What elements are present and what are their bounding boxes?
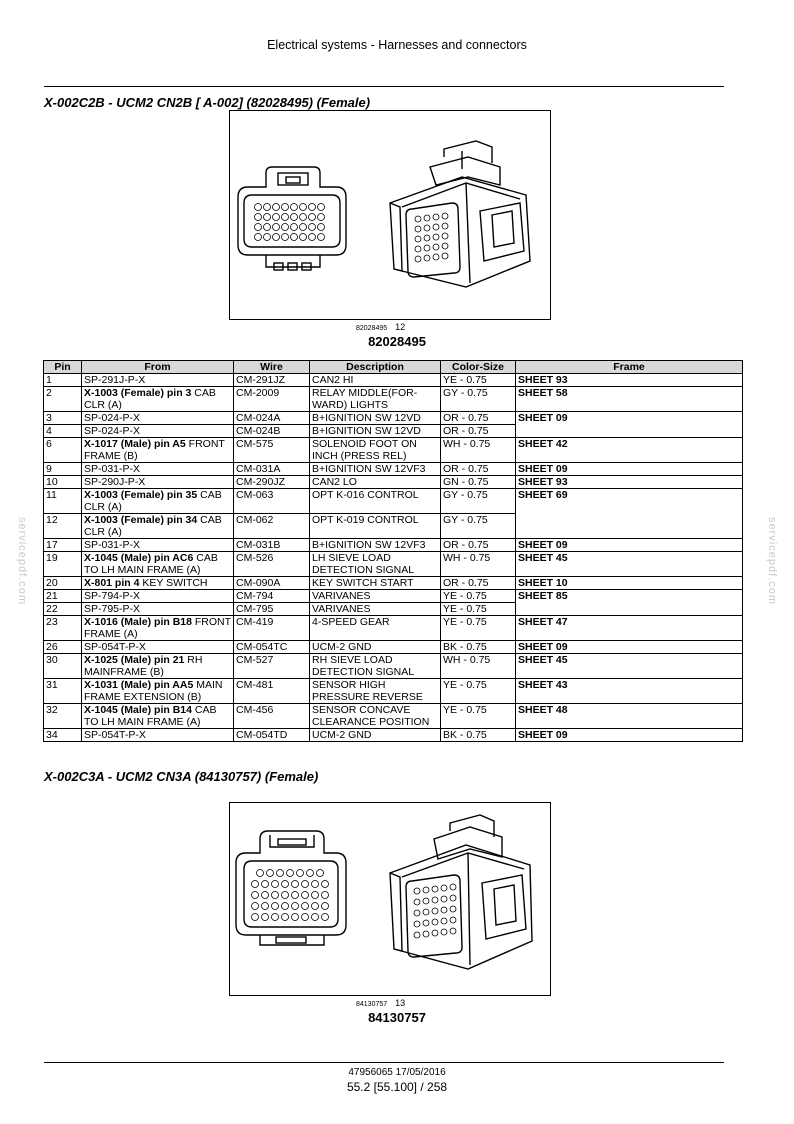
- connector-drawing-cn2b: [230, 111, 550, 319]
- section-title-cn2b: X-002C2B - UCM2 CN2B [ A-002] (82028495) (Female): [44, 95, 371, 110]
- wire-cell: CM-024A: [234, 412, 310, 425]
- from-location: SP-054T-P-X: [84, 641, 146, 653]
- from-location: SP-290J-P-X: [84, 476, 146, 488]
- pin-cell: 10: [44, 476, 82, 489]
- description-cell: B+IGNITION SW 12VF3: [310, 463, 441, 476]
- pin-cell: 19: [44, 552, 82, 577]
- pin-table-body: [44, 374, 743, 742]
- from-cell: [82, 438, 234, 463]
- from-location: SP-054T-P-X: [84, 729, 146, 741]
- from-location: KEY SWITCH: [139, 577, 208, 589]
- color-size-cell: BK - 0.75: [441, 641, 516, 654]
- figure-caption-cn3a: 84130757: [368, 1010, 426, 1025]
- description-cell: CAN2 HI: [310, 374, 441, 387]
- description-cell: B+IGNITION SW 12VD: [310, 412, 441, 425]
- from-cell: [82, 552, 234, 577]
- color-size-cell: GY - 0.75: [441, 387, 516, 412]
- page-header: Electrical systems - Harnesses and connectors: [267, 38, 527, 52]
- col-pin: Pin: [44, 361, 82, 374]
- from-cell: [82, 489, 234, 514]
- frame-cell: SHEET 69: [516, 489, 743, 539]
- col-description: Description: [310, 361, 441, 374]
- from-location: SP-031-P-X: [84, 463, 141, 475]
- description-cell: KEY SWITCH START: [310, 577, 441, 590]
- description-cell: VARIVANES: [310, 590, 441, 603]
- wire-cell: CM-795: [234, 603, 310, 616]
- wire-cell: CM-456: [234, 704, 310, 729]
- color-size-cell: OR - 0.75: [441, 539, 516, 552]
- from-location: MAIN FRAME EXTENSION (B): [84, 679, 223, 703]
- color-size-cell: OR - 0.75: [441, 425, 516, 438]
- color-size-cell: YE - 0.75: [441, 590, 516, 603]
- pin-cell: 9: [44, 463, 82, 476]
- from-cell: [82, 590, 234, 603]
- pin-cell: 1: [44, 374, 82, 387]
- from-cell: [82, 412, 234, 425]
- from-cell: [82, 603, 234, 616]
- from-connector-pin: X-1025 (Male) pin 21: [84, 654, 185, 666]
- wire-cell: CM-024B: [234, 425, 310, 438]
- table-row: [44, 552, 743, 577]
- description-cell: UCM-2 GND: [310, 729, 441, 742]
- wire-cell: CM-794: [234, 590, 310, 603]
- table-row: [44, 679, 743, 704]
- from-connector-pin: X-1017 (Male) pin A5: [84, 438, 186, 450]
- from-location: FRONT FRAME (B): [84, 438, 225, 462]
- wire-cell: CM-481: [234, 679, 310, 704]
- from-location: SP-031-P-X: [84, 539, 141, 551]
- wire-cell: CM-291JZ: [234, 374, 310, 387]
- col-wire: Wire: [234, 361, 310, 374]
- from-cell: [82, 679, 234, 704]
- table-row: [44, 729, 743, 742]
- frame-cell: SHEET 47: [516, 616, 743, 641]
- table-row: [44, 539, 743, 552]
- from-connector-pin: X-1003 (Female) pin 3: [84, 387, 192, 399]
- from-cell: [82, 641, 234, 654]
- pin-cell: 3: [44, 412, 82, 425]
- color-size-cell: YE - 0.75: [441, 603, 516, 616]
- pin-cell: 6: [44, 438, 82, 463]
- from-connector-pin: X-1003 (Female) pin 34: [84, 514, 198, 526]
- frame-cell: SHEET 10: [516, 577, 743, 590]
- from-cell: [82, 704, 234, 729]
- table-row: [44, 412, 743, 425]
- figure-ref-code: 82028495: [356, 325, 388, 332]
- description-cell: SOLENOID FOOT ON INCH (PRESS REL): [310, 438, 441, 463]
- connector-drawing-cn3a: [230, 803, 550, 995]
- from-location: CAB TO LH MAIN FRAME (A): [84, 704, 217, 728]
- wire-cell: CM-526: [234, 552, 310, 577]
- table-row: [44, 374, 743, 387]
- from-cell: [82, 476, 234, 489]
- wire-cell: CM-062: [234, 514, 310, 539]
- frame-cell: SHEET 58: [516, 387, 743, 412]
- connector-figure-cn2b: [229, 110, 551, 320]
- from-location: CAB TO LH MAIN FRAME (A): [84, 552, 218, 576]
- frame-cell: SHEET 48: [516, 704, 743, 729]
- from-connector-pin: X-1003 (Female) pin 35: [84, 489, 198, 501]
- from-connector-pin: X-1016 (Male) pin B18: [84, 616, 192, 628]
- connector-figure-cn3a: [229, 802, 551, 996]
- frame-cell: SHEET 85: [516, 590, 743, 616]
- from-location: CAB CLR (A): [84, 387, 216, 411]
- from-cell: [82, 729, 234, 742]
- from-cell: [82, 425, 234, 438]
- pin-cell: 2: [44, 387, 82, 412]
- wire-cell: CM-054TC: [234, 641, 310, 654]
- pin-table: [43, 360, 743, 742]
- from-cell: [82, 463, 234, 476]
- color-size-cell: WH - 0.75: [441, 654, 516, 679]
- pin-cell: 32: [44, 704, 82, 729]
- table-row: [44, 387, 743, 412]
- figure-reference-cn2b: [356, 322, 405, 332]
- from-cell: [82, 374, 234, 387]
- description-cell: OPT K-016 CONTROL: [310, 489, 441, 514]
- from-cell: [82, 654, 234, 679]
- from-connector-pin: X-1045 (Male) pin AC6: [84, 552, 194, 564]
- frame-cell: SHEET 09: [516, 463, 743, 476]
- from-location: SP-024-P-X: [84, 412, 141, 424]
- wire-cell: CM-419: [234, 616, 310, 641]
- frame-cell: SHEET 42: [516, 438, 743, 463]
- pin-cell: 17: [44, 539, 82, 552]
- description-cell: B+IGNITION SW 12VD: [310, 425, 441, 438]
- frame-cell: SHEET 09: [516, 729, 743, 742]
- table-row: [44, 704, 743, 729]
- color-size-cell: YE - 0.75: [441, 679, 516, 704]
- wire-cell: CM-031A: [234, 463, 310, 476]
- from-cell: [82, 387, 234, 412]
- color-size-cell: OR - 0.75: [441, 412, 516, 425]
- color-size-cell: YE - 0.75: [441, 616, 516, 641]
- pin-cell: 23: [44, 616, 82, 641]
- color-size-cell: GY - 0.75: [441, 489, 516, 514]
- description-cell: SENSOR HIGH PRESSURE REVERSE: [310, 679, 441, 704]
- description-cell: RELAY MIDDLE(FOR-WARD) LIGHTS: [310, 387, 441, 412]
- description-cell: LH SIEVE LOAD DETECTION SIGNAL: [310, 552, 441, 577]
- from-location: SP-794-P-X: [84, 590, 141, 602]
- table-row: [44, 641, 743, 654]
- footer-rule: [44, 1062, 724, 1063]
- from-cell: [82, 616, 234, 641]
- pin-cell: 11: [44, 489, 82, 514]
- pin-cell: 12: [44, 514, 82, 539]
- header-rule: [44, 86, 724, 87]
- from-location: SP-795-P-X: [84, 603, 141, 615]
- pin-cell: 31: [44, 679, 82, 704]
- description-cell: OPT K-019 CONTROL: [310, 514, 441, 539]
- footer-page-number: 55.2 [55.100] / 258: [346, 1080, 448, 1094]
- figure-number: 13: [395, 998, 406, 1008]
- footer-doc-id: 47956065 17/05/2016: [348, 1067, 446, 1078]
- table-row: [44, 489, 743, 514]
- color-size-cell: WH - 0.75: [441, 552, 516, 577]
- frame-cell: SHEET 09: [516, 539, 743, 552]
- table-row: [44, 616, 743, 641]
- description-cell: B+IGNITION SW 12VF3: [310, 539, 441, 552]
- description-cell: RH SIEVE LOAD DETECTION SIGNAL: [310, 654, 441, 679]
- pin-cell: 20: [44, 577, 82, 590]
- color-size-cell: BK - 0.75: [441, 729, 516, 742]
- figure-ref-code: 84130757: [356, 1001, 388, 1008]
- wire-cell: CM-031B: [234, 539, 310, 552]
- description-cell: VARIVANES: [310, 603, 441, 616]
- from-cell: [82, 514, 234, 539]
- wire-cell: CM-527: [234, 654, 310, 679]
- from-location: SP-291J-P-X: [84, 374, 146, 386]
- from-location: RH MAINFRAME (B): [84, 654, 203, 678]
- col-from: From: [82, 361, 234, 374]
- from-cell: [82, 539, 234, 552]
- wire-cell: CM-063: [234, 489, 310, 514]
- color-size-cell: YE - 0.75: [441, 374, 516, 387]
- description-cell: CAN2 LO: [310, 476, 441, 489]
- wire-cell: CM-054TD: [234, 729, 310, 742]
- color-size-cell: OR - 0.75: [441, 463, 516, 476]
- figure-caption-cn2b: 82028495: [368, 334, 426, 349]
- from-location: CAB CLR (A): [84, 514, 222, 538]
- frame-cell: SHEET 45: [516, 654, 743, 679]
- from-connector-pin: X-801 pin 4: [84, 577, 140, 589]
- color-size-cell: WH - 0.75: [441, 438, 516, 463]
- frame-cell: SHEET 45: [516, 552, 743, 577]
- col-frame: Frame: [516, 361, 743, 374]
- col-color-size: Color-Size: [441, 361, 516, 374]
- table-row: [44, 476, 743, 489]
- frame-cell: SHEET 09: [516, 412, 743, 438]
- from-location: SP-024-P-X: [84, 425, 141, 437]
- frame-cell: SHEET 09: [516, 641, 743, 654]
- description-cell: SENSOR CONCAVE CLEARANCE POSITION: [310, 704, 441, 729]
- table-row: [44, 590, 743, 603]
- pin-cell: 4: [44, 425, 82, 438]
- from-location: CAB CLR (A): [84, 489, 222, 513]
- color-size-cell: GN - 0.75: [441, 476, 516, 489]
- table-row: [44, 654, 743, 679]
- description-cell: UCM-2 GND: [310, 641, 441, 654]
- wire-cell: CM-2009: [234, 387, 310, 412]
- wire-cell: CM-575: [234, 438, 310, 463]
- from-location: FRONT FRAME (A): [84, 616, 231, 640]
- wire-cell: CM-290JZ: [234, 476, 310, 489]
- pin-cell: 34: [44, 729, 82, 742]
- from-cell: [82, 577, 234, 590]
- table-row: [44, 438, 743, 463]
- pin-cell: 22: [44, 603, 82, 616]
- wire-cell: CM-090A: [234, 577, 310, 590]
- frame-cell: SHEET 43: [516, 679, 743, 704]
- watermark-left: servicepdf.com: [15, 517, 28, 605]
- table-row: [44, 463, 743, 476]
- watermark-right: servicepdf.com: [765, 517, 778, 605]
- description-cell: 4-SPEED GEAR: [310, 616, 441, 641]
- frame-cell: SHEET 93: [516, 374, 743, 387]
- pin-cell: 26: [44, 641, 82, 654]
- pin-cell: 30: [44, 654, 82, 679]
- table-row: [44, 577, 743, 590]
- pin-cell: 21: [44, 590, 82, 603]
- from-connector-pin: X-1031 (Male) pin AA5: [84, 679, 194, 691]
- figure-reference-cn3a: [356, 998, 405, 1008]
- section-title-cn3a: X-002C3A - UCM2 CN3A (84130757) (Female): [44, 769, 319, 784]
- frame-cell: SHEET 93: [516, 476, 743, 489]
- color-size-cell: OR - 0.75: [441, 577, 516, 590]
- table-header-row: [44, 361, 743, 374]
- figure-number: 12: [395, 322, 406, 332]
- color-size-cell: YE - 0.75: [441, 704, 516, 729]
- from-connector-pin: X-1045 (Male) pin B14: [84, 704, 192, 716]
- color-size-cell: GY - 0.75: [441, 514, 516, 539]
